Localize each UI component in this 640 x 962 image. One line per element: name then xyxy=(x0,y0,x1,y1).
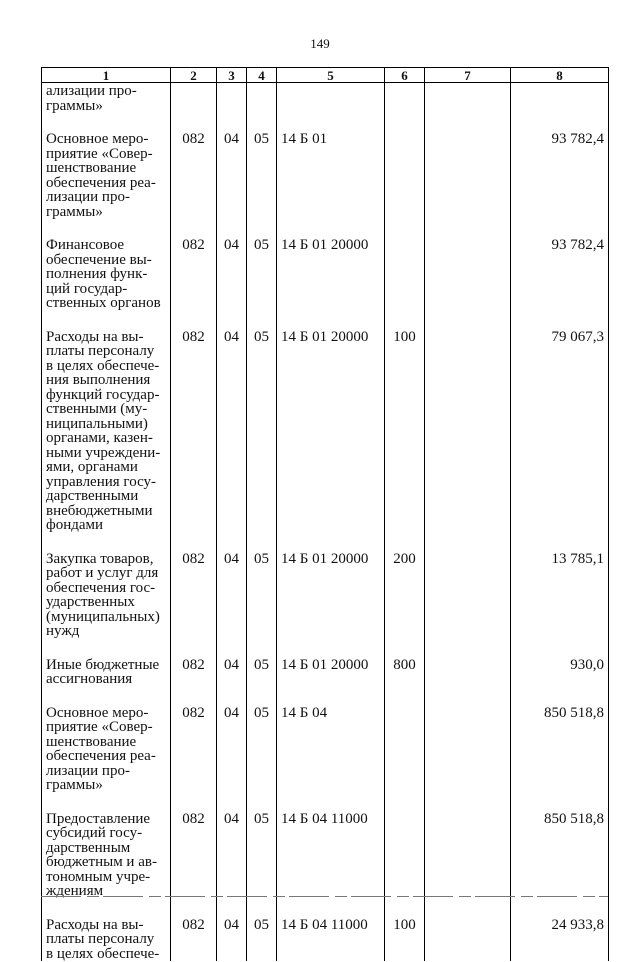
amount-cell: 930,0 xyxy=(511,639,609,687)
row-name-line: платы персоналу xyxy=(46,931,155,947)
row-name-line: дарственным xyxy=(46,839,131,856)
subsection-code-cell: 05 xyxy=(247,113,277,219)
row-name-line: ственными (му- xyxy=(46,401,148,417)
row-name-line: работ и услуг для xyxy=(46,565,159,581)
table-row xyxy=(42,687,609,793)
row-name-cell xyxy=(42,793,171,899)
row-name-line: лизации про- xyxy=(46,189,130,205)
column-7-cell xyxy=(425,113,511,219)
target-article-cell: 14 Б 01 20000 xyxy=(277,639,385,687)
ministry-code-cell: 082 xyxy=(171,899,217,962)
row-name-line: обеспечения реа- xyxy=(46,748,156,764)
column-7-cell xyxy=(425,311,511,533)
row-name-line: обеспечения гос- xyxy=(46,579,156,596)
expense-type-cell: 800 xyxy=(385,639,425,687)
row-name-line: ализации про- xyxy=(46,83,137,99)
row-name-cell xyxy=(42,83,171,114)
target-article-cell xyxy=(277,83,385,114)
section-code-cell: 04 xyxy=(217,533,247,639)
row-name-line: ждениям xyxy=(46,883,104,899)
row-name-line: ниципальными) xyxy=(46,415,148,432)
row-name-line: платы персоналу xyxy=(46,343,155,359)
ministry-code-cell xyxy=(171,83,217,114)
subsection-code-cell: 05 xyxy=(247,687,277,793)
row-name-line: ассигнования xyxy=(46,671,133,687)
row-name-cell xyxy=(42,687,171,793)
column-header: 7 xyxy=(425,68,511,83)
table-row xyxy=(42,533,609,639)
expense-type-cell xyxy=(385,113,425,219)
row-name-line: (муниципальных) xyxy=(46,608,160,625)
row-name-line: внебюджетными xyxy=(46,502,153,519)
subsection-code-cell: 05 xyxy=(247,533,277,639)
target-article-cell: 14 Б 01 20000 xyxy=(277,311,385,533)
table-header-row xyxy=(42,68,609,83)
subsection-code-cell: 05 xyxy=(247,899,277,962)
page-bottom-edge xyxy=(41,896,608,897)
column-7-cell xyxy=(425,83,511,114)
table-row xyxy=(42,899,609,962)
target-article-cell: 14 Б 01 xyxy=(277,113,385,219)
row-name-line: управления госу- xyxy=(46,473,157,490)
row-name-line: органами, казен- xyxy=(46,430,153,446)
row-name-line: обеспечение вы- xyxy=(46,251,152,268)
section-code-cell xyxy=(217,83,247,114)
section-code-cell: 04 xyxy=(217,113,247,219)
target-article-cell: 14 Б 04 xyxy=(277,687,385,793)
row-name-line: функций государ- xyxy=(46,386,160,403)
row-name-line: Закупка товаров, xyxy=(46,550,154,567)
ministry-code-cell: 082 xyxy=(171,533,217,639)
column-7-cell xyxy=(425,219,511,311)
row-name-line: ственных органов xyxy=(46,295,161,311)
amount-cell: 93 782,4 xyxy=(511,113,609,219)
row-name-line: граммы» xyxy=(46,97,103,114)
table-body xyxy=(42,83,609,962)
column-header: 2 xyxy=(171,68,217,83)
row-name-cell xyxy=(42,219,171,311)
row-name-line: бюджетным и ав- xyxy=(46,854,157,870)
column-header: 4 xyxy=(247,68,277,83)
subsection-code-cell xyxy=(247,83,277,114)
row-name-line: фондами xyxy=(46,517,104,533)
column-header: 5 xyxy=(277,68,385,83)
amount-cell: 850 518,8 xyxy=(511,687,609,793)
ministry-code-cell: 082 xyxy=(171,311,217,533)
row-name-line: шенствование xyxy=(46,733,137,750)
subsection-code-cell: 05 xyxy=(247,311,277,533)
amount-cell: 13 785,1 xyxy=(511,533,609,639)
amount-cell: 93 782,4 xyxy=(511,219,609,311)
column-7-cell xyxy=(425,687,511,793)
row-name-cell xyxy=(42,311,171,533)
section-code-cell: 04 xyxy=(217,219,247,311)
row-name-line: граммы» xyxy=(46,203,103,220)
column-7-cell xyxy=(425,639,511,687)
expense-type-cell: 100 xyxy=(385,311,425,533)
column-header: 8 xyxy=(511,68,609,83)
row-name-cell xyxy=(42,899,171,962)
ministry-code-cell: 082 xyxy=(171,793,217,899)
subsection-code-cell: 05 xyxy=(247,793,277,899)
table-row xyxy=(42,113,609,219)
row-name-line: ния выполнения xyxy=(46,372,151,388)
amount-cell: 850 518,8 xyxy=(511,793,609,899)
expense-type-cell xyxy=(385,793,425,899)
row-name-line: граммы» xyxy=(46,777,103,793)
section-code-cell: 04 xyxy=(217,687,247,793)
row-name-line: дарственными xyxy=(46,488,139,504)
row-name-line: ций государ- xyxy=(46,280,128,297)
target-article-cell: 14 Б 01 20000 xyxy=(277,533,385,639)
row-name-line: Основное меро- xyxy=(46,131,149,147)
section-code-cell: 04 xyxy=(217,311,247,533)
page-number: 149 xyxy=(310,36,330,51)
amount-cell xyxy=(511,83,609,114)
column-7-cell xyxy=(425,793,511,899)
target-article-cell: 14 Б 01 20000 xyxy=(277,219,385,311)
section-code-cell: 04 xyxy=(217,639,247,687)
expense-type-cell: 100 xyxy=(385,899,425,962)
ministry-code-cell: 082 xyxy=(171,113,217,219)
column-7-cell xyxy=(425,899,511,962)
row-name-line: Иные бюджетные xyxy=(46,656,160,673)
table-row xyxy=(42,793,609,899)
table-row xyxy=(42,639,609,687)
ministry-code-cell: 082 xyxy=(171,219,217,311)
row-name-line: обеспечения реа- xyxy=(46,174,156,191)
row-name-line: Предоставление xyxy=(46,810,151,827)
row-name-line: приятие «Совер- xyxy=(46,719,153,735)
section-code-cell: 04 xyxy=(217,793,247,899)
row-name-line: шенствование xyxy=(46,160,137,176)
row-name-cell xyxy=(42,639,171,687)
row-name-line: Основное меро- xyxy=(46,704,149,721)
ministry-code-cell: 082 xyxy=(171,687,217,793)
budget-table xyxy=(41,67,609,961)
row-name-line: тономным учре- xyxy=(46,868,151,885)
table-row xyxy=(42,311,609,533)
row-name-line: ями, органами xyxy=(46,459,138,475)
row-name-line: ударственных xyxy=(46,594,135,610)
row-name-line: нужд xyxy=(46,623,80,639)
row-name-line: в целях обеспече- xyxy=(46,945,160,962)
column-7-cell xyxy=(425,533,511,639)
row-name-line: полнения функ- xyxy=(46,266,148,282)
column-header: 3 xyxy=(217,68,247,83)
row-name-line: лизации про- xyxy=(46,762,130,779)
row-name-line: приятие «Совер- xyxy=(46,145,153,162)
amount-cell: 79 067,3 xyxy=(511,311,609,533)
column-header: 1 xyxy=(42,68,171,83)
row-name-line: Расходы на вы- xyxy=(46,916,144,933)
expense-type-cell xyxy=(385,219,425,311)
row-name-line: в целях обеспече- xyxy=(46,357,160,374)
row-name-line: Расходы на вы- xyxy=(46,328,144,345)
subsection-code-cell: 05 xyxy=(247,219,277,311)
section-code-cell: 04 xyxy=(217,899,247,962)
expense-type-cell xyxy=(385,83,425,114)
target-article-cell: 14 Б 04 11000 xyxy=(277,899,385,962)
column-header: 6 xyxy=(385,68,425,83)
amount-cell: 24 933,8 xyxy=(511,899,609,962)
row-name-line: Финансовое xyxy=(46,237,125,253)
table-row xyxy=(42,83,609,114)
expense-type-cell: 200 xyxy=(385,533,425,639)
target-article-cell: 14 Б 04 11000 xyxy=(277,793,385,899)
row-name-cell xyxy=(42,113,171,219)
table-row xyxy=(42,219,609,311)
expense-type-cell xyxy=(385,687,425,793)
row-name-line: субсидий госу- xyxy=(46,825,143,841)
row-name-line: ными учреждени- xyxy=(46,444,161,461)
ministry-code-cell: 082 xyxy=(171,639,217,687)
subsection-code-cell: 05 xyxy=(247,639,277,687)
row-name-cell xyxy=(42,533,171,639)
